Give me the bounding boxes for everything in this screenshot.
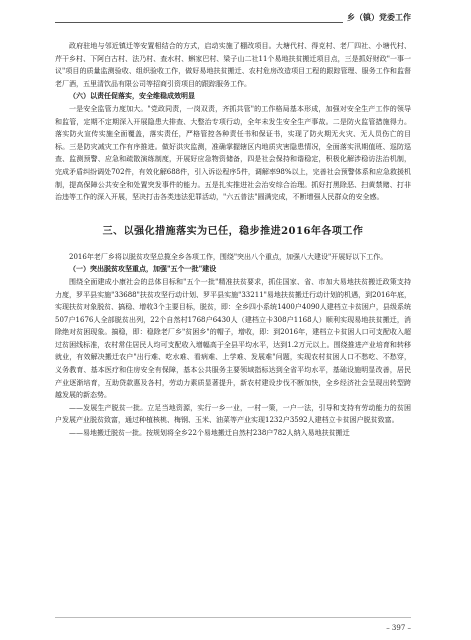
footer-rule	[55, 617, 411, 618]
section-heading: 三、以强化措施落实为已任，稳步推进2016年各项工作	[102, 225, 364, 237]
subsection-heading: （六）以责任促落实，安全维稳成效明显	[69, 91, 195, 101]
body-paragraph: ——易地搬迁脱贫一批。按规划将全乡22个易地搬迁自然村238户782人纳入易地扶贫搬迁	[69, 429, 350, 438]
body-paragraph: 一是安全监管力度加大。"党政同责，一岗双责，齐抓共管"的工作格局基本形成，加强对安全生产工作的领导和监管，定期不定期深入开展隐患大排查、大整治专项行动，全年未发生安全生产事故。二是防火监管措施得力。落实防火宣传实施全面覆盖，落实责任，严格管控各种责任书和保证书，实现了防火期无火灾、无人员伤亡的目标。三是防灾减灾工作有序推进。做好洪灾监测，准确掌握辖区内地质灾害隐患情况，全面落实汛期值班、巡防巡查、监测预警、应急和疏散演练制度，开展好应急物资储备，四是社会保持和谐稳定，积极化解涉稳访法治机制，完成矛盾纠纷调处702件，有效化解688件，引入诉讼程序5件，调解率98%以上，完善社会预警体系和应急救援机制，提高保障公共安全和处置突发事件的能力。五是扎实推进社会治安综合治理。抓好打黑除恶、扫黄禁赌、打非治违等工作的深入开展，坚决打击各类违法犯罪活动，"六五普法"圆满完成，不断增强人民群众的安全感。	[55, 104, 411, 202]
body-paragraph: 围绕全面建成小康社会的总体目标和"五个一批"精准扶贫要求，抓住国家、省、市加大易地扶贫搬迁政策支持力度，罗平县实施"33688"扶贫攻坚行动计划、罗平县实施"33211"易地扶贫搬迁行动计划的机遇，到2016年底，实现扶贫对象脱贫、搞稳、增收3个主要目标，脱贫，即：全乡四小系统1400户4090人建档立卡贫困户，县级系统507户1676人全部脱贫出列，22个自然村1768户6430人（建档立卡308户1168人）顺利实现易地扶贫搬迁，消除绝对贫困现象。搞稳，即：稳除老厂乡"贫困乡"的帽子，增收，即：到2016年，建档立卡贫困人口可支配收入超过贫困线标准，农村常住居民人均可支配收入增幅高于全县平均水平，达到1.2万元以上。围绕推进产业培育和转移就业，有效解决搬迁农户"出行难、吃水难、看病难、上学难、发展难"问题，实现农村贫困人口不愁吃、不愁穿，义务教育、基本医疗和住房安全有保障，基本公共服务主要领域指标达到全省平均水平，基础设施明显改善，居民产业逐渐培育，互助贷款惠及各村，劳动力素质显著提升，新农村建设步伐不断加快，全乡经济社会呈现出转型跨越发展的新态势。	[55, 277, 411, 400]
body-paragraph: ——发展生产脱贫一批。立足当地资源，实行一乡一业，一村一策，一户一法，引导和支持有劳动能力的贫困户发展产业脱贫致富，通过种植核桃、梅钢、玉米、油菜等产业实现1232户3592人建档立卡贫困户脱贫致富。	[55, 403, 411, 425]
running-header	[0, 0, 471, 32]
subsection-heading: （一）突出脱贫攻坚重点，加强"五个一批"建设	[69, 264, 217, 274]
header-section-tag: 乡（镇）党委工作	[343, 12, 411, 23]
body-paragraph: 2016年老厂乡将以脱贫攻坚总揽全乡各项工作，围绕"突出八个重点，加强八大建设"开展好以下工作。	[69, 252, 388, 261]
page-number: – 397 –	[386, 624, 411, 632]
page-body	[55, 40, 411, 630]
body-paragraph: 政府驻地与邻近镇迁等安置相结合的方式，启动实施了棚改项目。大塘代村、得克村、老厂四社、小塘代村、芹干乡村、下阿白古村、法乃村、查水村、蝌家巴村、梁子山二社11个易地扶贫搬迁项目点，三是抓好财政"一事一议"项目的质量监测验收、组织验收工作，做好易地扶贫搬迁、农村危房改造项目工程的跟踪管理、服务工作和监督老厂酒，五里清饮品有限公司等招商引资项目的跟踪服务工作。	[55, 42, 411, 88]
